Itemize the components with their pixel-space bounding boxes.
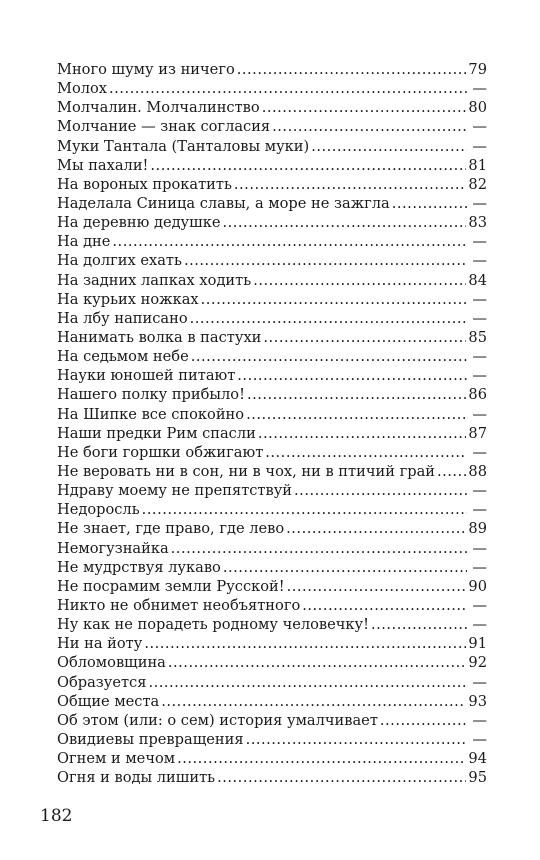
toc-entry [57, 749, 487, 768]
dot-leader [253, 271, 466, 290]
dot-leader [371, 615, 467, 634]
toc-entry [57, 558, 487, 577]
toc-entry-title: Молчание — знак согласия [57, 118, 271, 136]
toc-entry-page: 80 [468, 99, 487, 117]
dot-leader [190, 309, 467, 328]
toc-entry-page: 85 [468, 328, 487, 346]
toc-entry-title: Обломовщина [57, 654, 166, 672]
dot-leader [263, 328, 466, 347]
toc-entry [57, 519, 487, 538]
toc-entry [57, 596, 487, 615]
toc-entry-page: — [472, 80, 487, 98]
toc-entry [57, 653, 487, 672]
toc-entry [57, 405, 487, 424]
toc-entry [57, 137, 487, 156]
toc-entry-title: Молчалин. Молчалинство [57, 99, 260, 117]
toc-entry-page: — [472, 405, 487, 423]
toc-entry-title: Огнем и мечом [57, 750, 176, 768]
toc-entry [57, 443, 487, 462]
toc-entry [57, 711, 487, 730]
dot-leader [237, 366, 467, 385]
toc-entry-title: Немогузнайка [57, 539, 169, 557]
dot-leader [294, 481, 467, 500]
dot-leader [258, 424, 467, 443]
toc-entry [57, 271, 487, 290]
toc-entry [57, 290, 487, 309]
toc-entry-page: 81 [468, 156, 487, 174]
toc-entry-page: 93 [468, 692, 487, 710]
toc-entry-title: Общие места [57, 692, 160, 710]
dot-leader [217, 768, 466, 787]
toc-entry-title: Об этом (или: о сем) история умалчивает [57, 711, 378, 729]
dot-leader [191, 347, 467, 366]
toc-entry-title: На Шипке все спокойно [57, 405, 245, 423]
toc-entry-title: На вороных прокатить [57, 175, 232, 193]
toc-entry [57, 117, 487, 136]
toc-entry-title: Недоросль [57, 501, 140, 519]
toc-entry-page: — [472, 309, 487, 327]
dot-leader [234, 175, 467, 194]
toc-entry-page: — [472, 501, 487, 519]
toc-entry-title: Огня и воды лишить [57, 769, 216, 787]
dot-leader [142, 500, 467, 519]
toc-entry [57, 366, 487, 385]
toc-entry [57, 79, 487, 98]
toc-entry-title: На долгих ехать [57, 252, 182, 270]
toc-entry-title: На лбу написано [57, 309, 188, 327]
dot-leader [246, 405, 467, 424]
dot-leader [168, 653, 467, 672]
toc-entry [57, 385, 487, 404]
toc-entry-page: — [472, 290, 487, 308]
dot-leader [222, 213, 466, 232]
dot-leader [246, 730, 467, 749]
toc-entry [57, 577, 487, 596]
dot-leader [150, 156, 466, 175]
toc-entry-page: 90 [468, 577, 487, 595]
toc-entry-title: Наши предки Рим спасли [57, 424, 256, 442]
toc-entry-page: 87 [468, 424, 487, 442]
toc-entry-page: — [472, 118, 487, 136]
toc-entry-title: Много шуму из ничего [57, 61, 235, 78]
toc-entry-page: — [472, 558, 487, 576]
dot-leader [272, 117, 467, 136]
toc-entry [57, 232, 487, 251]
dot-leader [237, 60, 467, 79]
dot-leader [144, 634, 466, 653]
toc-entry [57, 213, 487, 232]
dot-leader [311, 137, 467, 156]
toc-entry-page: 83 [468, 214, 487, 232]
dot-leader [112, 232, 467, 251]
toc-entry [57, 347, 487, 366]
toc-entry [57, 768, 487, 787]
dot-leader [223, 558, 467, 577]
toc-entry-title: На деревню дедушке [57, 214, 221, 232]
toc-entry-title: Ну как не порадеть родному человечку! [57, 616, 369, 634]
toc-entry-page: — [472, 137, 487, 155]
toc-entry [57, 98, 487, 117]
dot-leader [262, 98, 467, 117]
toc-entry-page: 95 [468, 769, 487, 787]
toc-entry-page: 94 [468, 750, 487, 768]
toc-entry [57, 730, 487, 749]
dot-leader [161, 692, 466, 711]
dot-leader [286, 519, 466, 538]
toc-entry-page: — [472, 539, 487, 557]
toc-entry-title: Не посрамим земли Русской! [57, 577, 285, 595]
toc-entry-page: — [472, 233, 487, 251]
dot-leader [392, 194, 467, 213]
toc-entry-page: — [472, 443, 487, 461]
table-of-contents [57, 60, 487, 787]
toc-entry-page: — [472, 711, 487, 729]
toc-entry-page: — [472, 673, 487, 691]
toc-entry-title: Муки Тантала (Танталовы муки) [57, 137, 310, 155]
toc-entry [57, 539, 487, 558]
toc-entry-title: Ндраву моему не препятствуй [57, 482, 293, 500]
toc-entry-page: — [472, 348, 487, 366]
toc-entry-page: 79 [468, 61, 487, 78]
toc-entry-title: На задних лапках ходить [57, 271, 252, 289]
toc-entry [57, 462, 487, 481]
toc-entry-title: Молох [57, 80, 108, 98]
dot-leader [177, 749, 466, 768]
toc-entry-title: Не веровать ни в сон, ни в чох, ни в птичий грай [57, 462, 435, 480]
toc-entry-page: — [472, 367, 487, 385]
toc-entry-title: Науки юношей питают [57, 367, 236, 385]
dot-leader [171, 539, 467, 558]
toc-entry [57, 634, 487, 653]
dot-leader [380, 711, 467, 730]
toc-entry [57, 156, 487, 175]
page-number: 182 [40, 806, 73, 826]
toc-entry-title: На седьмом небе [57, 348, 189, 366]
toc-entry-title: Мы пахали! [57, 156, 149, 174]
toc-entry-title: Нанимать волка в пастухи [57, 328, 262, 346]
toc-entry [57, 673, 487, 692]
toc-entry-page: — [472, 596, 487, 614]
toc-entry-page: 84 [468, 271, 487, 289]
toc-entry-page: 86 [468, 386, 487, 404]
toc-entry-title: Не мудрствуя лукаво [57, 558, 221, 576]
toc-entry-page: 88 [468, 462, 487, 480]
toc-entry-page: — [472, 482, 487, 500]
toc-entry-title: Не боги горшки обжигают [57, 443, 264, 461]
dot-leader [302, 596, 467, 615]
toc-entry-title: Образуется [57, 673, 147, 691]
dot-leader [265, 443, 467, 462]
toc-entry-title: На курьих ножках [57, 290, 199, 308]
toc-entry-title: Не знает, где право, где лево [57, 520, 285, 538]
toc-entry-title: На дне [57, 233, 111, 251]
toc-entry [57, 328, 487, 347]
toc-entry-page: — [472, 616, 487, 634]
toc-entry [57, 500, 487, 519]
toc-entry-page: 91 [468, 635, 487, 653]
toc-entry [57, 481, 487, 500]
toc-entry-page: — [472, 730, 487, 748]
toc-entry [57, 175, 487, 194]
toc-entry [57, 194, 487, 213]
dot-leader [184, 251, 467, 270]
toc-entry [57, 692, 487, 711]
toc-entry-title: Нашего полку прибыло! [57, 386, 245, 404]
toc-entry [57, 60, 487, 79]
toc-entry-title: Овидиевы превращения [57, 730, 244, 748]
toc-entry-page: 92 [468, 654, 487, 672]
toc-entry-page: — [472, 252, 487, 270]
toc-entry-title: Наделала Синица славы, а море не зажгла [57, 194, 390, 212]
toc-entry-page: — [472, 194, 487, 212]
dot-leader [148, 673, 467, 692]
dot-leader [437, 462, 466, 481]
toc-entry-page: 89 [468, 520, 487, 538]
toc-entry [57, 615, 487, 634]
dot-leader [201, 290, 467, 309]
toc-entry [57, 251, 487, 270]
toc-entry-page: 82 [468, 175, 487, 193]
toc-entry [57, 424, 487, 443]
dot-leader [247, 385, 466, 404]
toc-entry-title: Никто не обнимет необъятного [57, 596, 301, 614]
toc-entry-title: Ни на йоту [57, 635, 143, 653]
dot-leader [109, 79, 467, 98]
dot-leader [287, 577, 467, 596]
toc-entry [57, 309, 487, 328]
